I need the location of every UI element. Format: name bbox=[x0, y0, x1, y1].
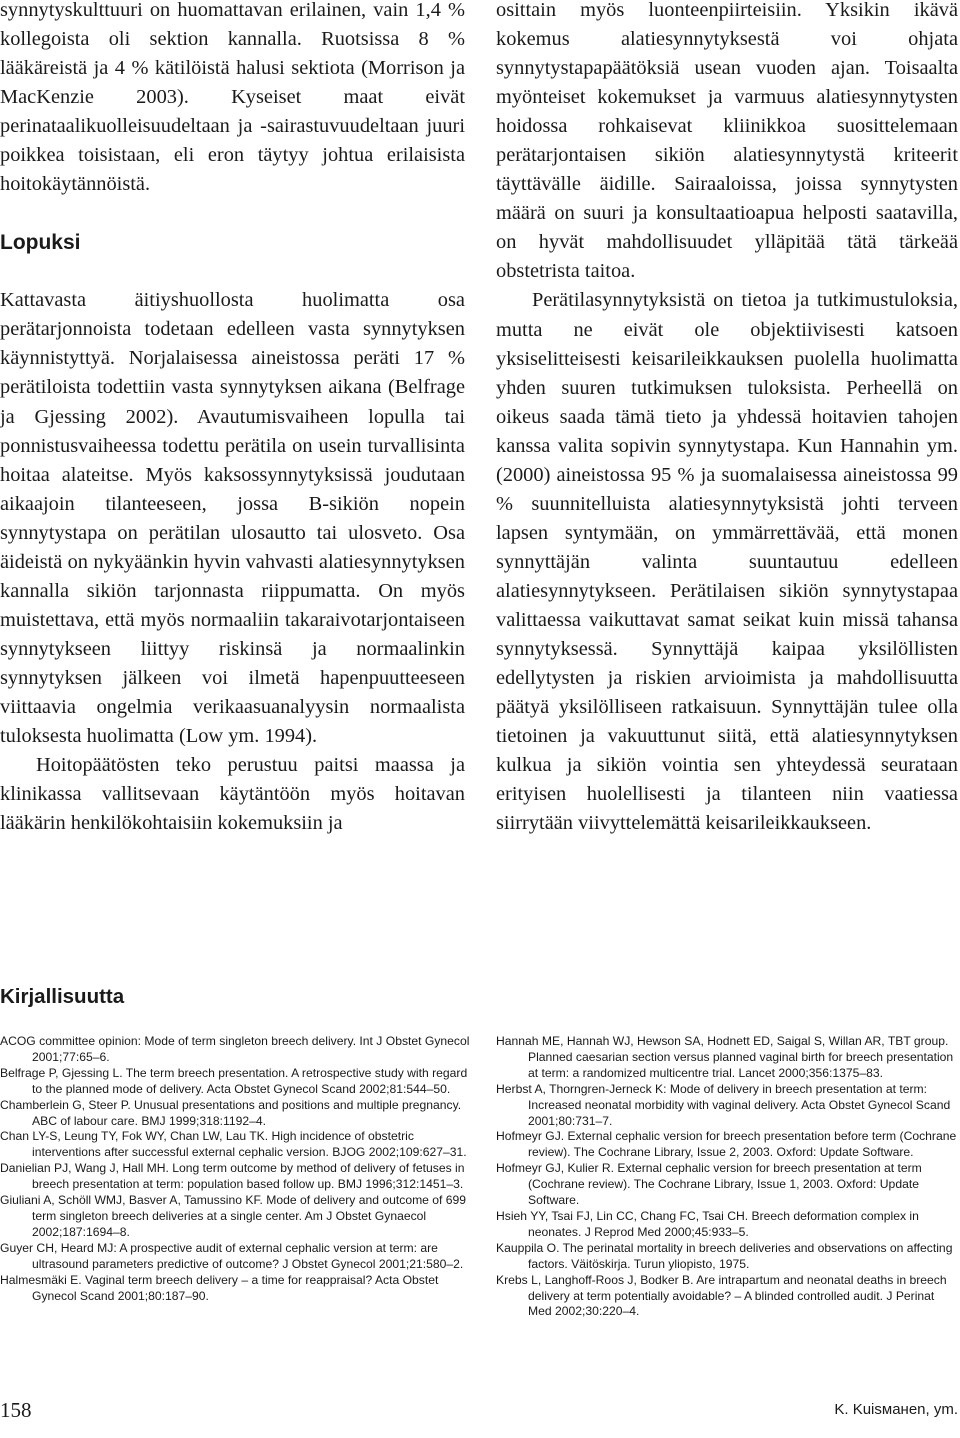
reference-item: Danielian PJ, Wang J, Hall MH. Long term outcome by method of delivery of fetuses in breech presentation at term: population based follow up. BMJ 1996;312:1451–3. bbox=[0, 1161, 465, 1192]
reference-list-right bbox=[496, 1034, 960, 1320]
page-number: 158 bbox=[0, 1398, 32, 1422]
body-paragraph: osittain myös luonteenpiirteisiin. Yksikin ikävä kokemus alatiesynnytyksestä voi ohjata synnytystapapäätöksiä usean vuoden ajan. Toisaalta myönteiset kokemukset ja varmuus alatiesynnytysten hoidossa rohkaisevat kliinikkoa suosittelemaan perätarjontaisen sikiön alatiesynnytystä kriteerit täyttävälle äidille. Sairaaloissa, joissa synnytysten määrä on suuri ja konsultaatioapua helposti saatavilla, on hyvät mahdollisuudet ylläpitää tätä tärkeää obstetrista taitoa. bbox=[496, 0, 958, 283]
body-column-right bbox=[496, 0, 958, 838]
reference-item: Kauppila O. The perinatal mortality in breech deliveries and observations on affecting factors. Väitöskirja. Turun yliopisto, 1975. bbox=[496, 1240, 953, 1271]
reference-item: Chan LY-S, Leung TY, Fok WY, Chan LW, Lau TK. High incidence of obstetric interventions after successful external cephalic version. BJOG 2002;109:627–31. bbox=[0, 1129, 467, 1160]
reference-item: Giuliani A, Schöll WMJ, Basver A, Tamussino KF. Mode of delivery and outcome of 699 term singleton breech deliveries at a single center. Am J Obstet Gynaecol 2002;187:1694–8. bbox=[0, 1193, 467, 1239]
body-paragraph: synnytyskulttuuri on huomattavan erilainen, vain 1,4 % kollegoista oli sektion kannalla. Ruotsissa 8 % lääkäreistä ja 4 % kätilöistä halusi sektiota (Morrison ja MacKenzie 2003). Kyseiset maat eivät perinataalikuolleisuudeltaan ja -sairastuvuudeltaan juuri poikkea toisistaan, eli eron täytyy johtua erilaisista hoitokäytännöistä. bbox=[0, 0, 465, 196]
reference-item: Halmesmäki E. Vaginal term breech delivery – a time for reappraisal? Acta Obstet Gynecol Scand 2001;80:187–90. bbox=[0, 1272, 439, 1303]
reference-item: ACOG committee opinion: Mode of term singleton breech delivery. Int J Obstet Gynecol 2001;77:65–6. bbox=[0, 1034, 470, 1064]
reference-item: Krebs L, Langhoff-Roos J, Bodker B. Are intrapartum and neonatal deaths in breech delivery at term potentially avoidable? – A blinded controlled audit. J Perinat Med 2002;30:220–4. bbox=[496, 1272, 947, 1319]
reference-item: Belfrage P, Gjessing L. The term breech presentation. A retrospective study with regard to the planned mode of delivery. Acta Obstet Gynecol Scand 2002;81:544–50. bbox=[0, 1065, 468, 1096]
reference-list-left bbox=[0, 1034, 470, 1304]
references-heading: Kirjallisuutta bbox=[0, 985, 125, 1008]
body-paragraph: Perätilasynnytyksistä on tietoa ja tutkimustuloksia, mutta ne eivät ole objektiivisesti katsoen yksiselitteisesti keisarileikkauksen puolella huolimatta yhden suuren tutkimuksen tuloksista. Perheellä on oikeus saada tämä tieto ja yhdessä hoitavien tahojen kanssa valita sopivin synnytystapa. Kun Hannahin ym. (2000) aineistossa 95 % ja suomalaisessa aineistossa 99 % suunnitelluista alatiesynnytyksistä johti terveen lapsen syntymään, on ymmärrettävää, että monen synnyttäjän valinta suuntautuu edelleen alatiesynnytykseen. Perätilaisen sikiön synnytystapaa valittaessa vaikuttavat samat seikat kuin missä tahansa synnytyksessä. Synnyttäjä kaipaa yksilöllisten edellytysten ja riskien arvioimista ja mahdollisuutta päätyä yksilölliseen ratkaisuun. Synnyttäjän tulee olla tietoinen ja vakuuttunut siitä, että alatiesynnytyksen kulkua ja sikiön vointia sen yhteydessä seurataan erityisen huolellisesti ja tilanteen niin vaatiessa siirrytään viivyttelemättä keisarileikkaukseen. bbox=[496, 289, 958, 835]
running-author: K. Kuisманen, ym. bbox=[834, 1401, 958, 1418]
body-column-left bbox=[0, 0, 465, 838]
reference-item: Hannah ME, Hannah WJ, Hewson SA, Hodnett ED, Saigal S, Willan AR, TBT group. Planned caesarian section versus planned vaginal birth for breech presentation at term: a randomized multicentre trial. Lancet 2000;356:1375–83. bbox=[496, 1034, 954, 1080]
reference-item: Chamberlein G, Steer P. Unusual presentations and positions and multiple pregnancy. ABC of labour care. BMJ 1999;318:1192–4. bbox=[0, 1097, 462, 1128]
body-paragraph: Kattavasta äitiyshuollosta huolimatta osa perätarjonnoista todetaan edelleen vasta synnytyksen käynnistyttyä. Norjalaisessa aineistossa peräti 17 % perätiloista todettiin vasta synnytyksen aikana (Belfrage ja Gjessing 2002). Avautumisvaiheen lopulla tai ponnistusvaiheessa todettu perätila on usein turvallisinta hoitaa alateitse. Myös kaksossynnytyksissä joudutaan aikaajoin tilanteeseen, jossa B-sikiön nopein synnytystapa on perätilan ulosautto tai ulosveto. Osa äideistä on nykyäänkin hyvin vahvasti alatiesynnytyksen kannalla sikiön tarjonnasta riippumatta. On myös muistettava, että myös normaaliin takaraivotarjontaiseen synnytykseen liittyy riskinsä ja normaalinkin synnytyksen jälkeen voi ilmetä hapenpuutteeseen viittaavia ongelmia verikaasuanalyysin normaalista tuloksesta huolimatta (Low ym. 1994). bbox=[0, 289, 465, 748]
reference-item: Herbst A, Thorngren-Jerneck K: Mode of delivery in breech presentation at term: Increased neonatal morbidity with vaginal delivery. Acta Obstet Gynecol Scand 2001;80:731–7. bbox=[496, 1081, 951, 1128]
reference-item: Hofmeyr GJ. External cephalic version for breech presentation before term (Cochrane review). The Cochrane Library, Issue 2, 2003. Oxford: Update Software. bbox=[496, 1129, 957, 1160]
body-paragraph: Hoitopäätösten teko perustuu paitsi maassa ja klinikassa vallitsevaan käytäntöön myös hoitavan lääkärin henkilökohtaisiin kokemuksiin ja bbox=[0, 754, 465, 835]
reference-item: Hsieh YY, Tsai FJ, Lin CC, Chang FC, Tsai CH. Breech deformation complex in neonates. J Reprod Med 2000;45:933–5. bbox=[496, 1208, 919, 1239]
reference-item: Guyer CH, Heard MJ: A prospective audit of external cephalic version at term: are ultrasound parameters predictive of outcome? J Obstet Gynecol 2001;21:580–2. bbox=[0, 1240, 464, 1271]
section-heading-lopuksi: Lopuksi bbox=[0, 231, 81, 255]
reference-item: Hofmeyr GJ, Kulier R. External cephalic version for breech presentation at term (Cochrane review). The Cochrane Library, Issue 1, 2003. Oxford: Update Software. bbox=[496, 1161, 922, 1208]
